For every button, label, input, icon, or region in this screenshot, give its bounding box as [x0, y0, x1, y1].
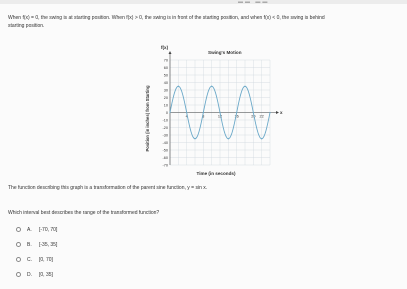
progress-dots: ▬▬ ▬▬ — [238, 0, 270, 5]
y-tick-label: -30 — [162, 133, 168, 138]
data-point — [169, 112, 170, 113]
top-bar — [0, 0, 407, 4]
y-tick-label: 40 — [163, 80, 168, 85]
y-tick-label: -70 — [162, 163, 168, 168]
data-point — [219, 112, 220, 113]
f-axis-label: f(x) — [161, 45, 169, 50]
choice-letter: A. — [27, 226, 32, 233]
y-axis-title: Position (in inches) from Starting — [145, 85, 150, 152]
data-point — [194, 138, 195, 139]
y-tick-label: -50 — [162, 148, 168, 153]
choice-text: [-70, 70] — [39, 226, 58, 233]
swing-motion-chart — [140, 40, 290, 185]
question-text: Which interval best describes the range of the transformed function? — [8, 210, 160, 216]
data-point — [269, 112, 270, 113]
function-description: The function describing this graph is a transformation of the parent sine function, y = sin x. — [8, 185, 208, 191]
data-point — [186, 112, 187, 113]
data-point — [253, 112, 254, 113]
choice-text: [-35, 35] — [39, 241, 58, 248]
answer-choice-b[interactable] — [16, 240, 57, 249]
y-tick-label: 50 — [163, 73, 168, 78]
x-tick-label: 16 — [234, 114, 239, 119]
answer-choice-c[interactable] — [16, 255, 53, 264]
answer-choice-a[interactable] — [16, 225, 57, 234]
choice-text: [0, 70] — [39, 256, 53, 263]
radio-button[interactable] — [16, 257, 21, 262]
data-point — [211, 86, 212, 87]
x-tick-label: 4 — [185, 114, 188, 119]
x-tick-label: 8 — [202, 114, 205, 119]
data-point — [236, 112, 237, 113]
y-axis-arrow-icon — [169, 51, 172, 54]
x-tick-label: 12 — [217, 114, 223, 119]
question-prompt — [8, 14, 406, 30]
y-tick-label: 10 — [163, 103, 168, 108]
choice-letter: D. — [27, 271, 32, 278]
x-tick-label: 20 — [251, 114, 256, 119]
radio-button[interactable] — [16, 242, 21, 247]
choice-letter: C. — [27, 256, 32, 263]
data-point — [203, 112, 204, 113]
y-tick-label: -10 — [162, 118, 168, 123]
y-tick-label: 70 — [163, 58, 168, 63]
x-axis-letter: x — [280, 110, 283, 116]
prompt-line-2: starting position. — [8, 23, 45, 29]
answer-choice-d[interactable] — [16, 270, 53, 279]
y-tick-label: -40 — [162, 140, 168, 145]
x-axis-arrow-icon — [276, 111, 279, 114]
x-tick-label: 22 — [259, 114, 264, 119]
chart-title: Swing's Motion — [208, 50, 242, 55]
prompt-line-1: When f(x) = 0, the swing is at starting position. When f(x) > 0, the swing is in front of the starting position, and when f(x) < 0, the swing is behind — [8, 15, 325, 21]
y-tick-label: 60 — [163, 65, 168, 70]
data-point — [178, 86, 179, 87]
choice-text: [0, 35] — [39, 271, 53, 278]
choice-letter: B. — [27, 241, 32, 248]
y-tick-label: -60 — [162, 155, 168, 160]
y-tick-label: -20 — [162, 125, 168, 130]
radio-button[interactable] — [16, 272, 21, 277]
data-point — [228, 138, 229, 139]
data-point — [261, 138, 262, 139]
y-tick-label: 0 — [165, 110, 168, 115]
y-tick-label: 20 — [163, 95, 168, 100]
x-axis-title: Time (in seconds) — [196, 171, 236, 176]
data-point — [244, 86, 245, 87]
y-tick-label: 30 — [163, 88, 168, 93]
radio-button[interactable] — [16, 227, 21, 232]
